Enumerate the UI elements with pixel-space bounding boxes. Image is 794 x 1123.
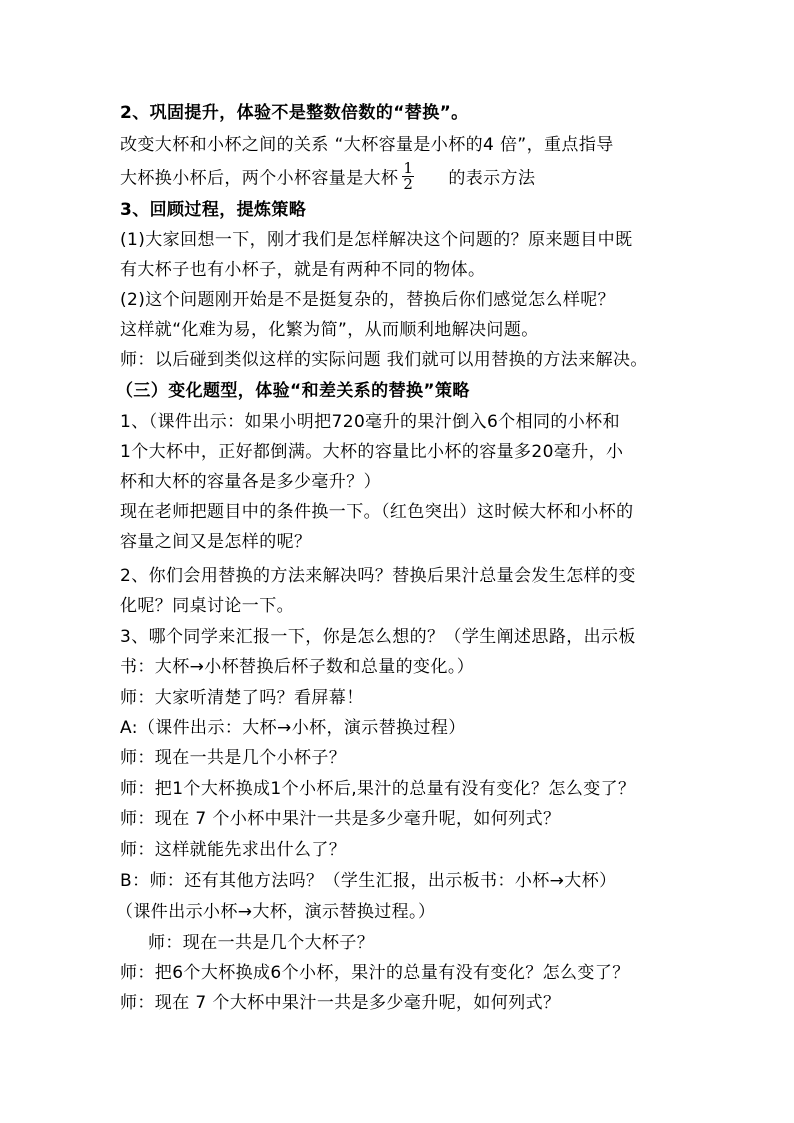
paragraph-line: 1个大杯中，正好都倒满。大杯的容量比小杯的容量多20毫升，小	[120, 442, 624, 462]
paragraph-line: 现在老师把题目中的条件换一下。（红色突出）这时候大杯和小杯的	[120, 502, 634, 522]
fraction-one-half	[402, 161, 414, 192]
paragraph-line: 杯和大杯的容量各是多少毫升？）	[120, 472, 381, 492]
paragraph-line: 容量之间又是怎样的呢？	[120, 532, 312, 552]
paragraph-line: 师：大家听清楚了吗？看屏幕！	[120, 688, 364, 708]
paragraph-line: 师：现在一共是几个小杯子？	[120, 748, 347, 768]
paragraph-line: 改变大杯和小杯之间的关系 “大杯容量是小杯的4 倍”，重点指导	[120, 135, 614, 155]
paragraph-line: 师：把1个大杯换成1个小杯后,果汁的总量有没有变化？怎么变了？	[120, 779, 636, 799]
paragraph-line-with-fraction	[120, 159, 536, 194]
paragraph-text: 大杯换小杯后，两个小杯容量是大杯	[120, 168, 399, 189]
paragraph-line: 这样就“化难为易，化繁为简”，从而顺利地解决问题。	[120, 320, 539, 340]
paragraph-line: 化呢？同桌讨论一下。	[120, 596, 294, 616]
paragraph-line: 1、（课件出示：如果小明把720毫升的果汁倒入6个相同的小杯和	[120, 412, 620, 432]
paragraph-line: 师：现在 7 个大杯中果汁一共是多少毫升呢，如何列式？	[120, 993, 561, 1013]
paragraph-text: 的表示方法	[448, 168, 536, 189]
section-heading-review: 3、回顾过程，提炼策略	[120, 200, 307, 220]
paragraph-line: 2、你们会用替换的方法来解决吗？替换后果汁总量会发生怎样的变	[120, 566, 636, 586]
paragraph-line: A:（课件出示：大杯→小杯，演示替换过程）	[120, 718, 466, 738]
paragraph-line: 3、哪个同学来汇报一下，你是怎么想的？（学生阐述思路，出示板	[120, 627, 636, 647]
paragraph-line: （课件出示小杯→大杯，演示替换过程。）	[116, 902, 436, 922]
paragraph-line: 师：现在一共是几个大杯子？	[148, 933, 375, 953]
fraction-numerator: 1	[403, 159, 414, 177]
paragraph-line: (2)这个问题刚开始是不是挺复杂的，替换后你们感觉怎么样呢？	[120, 290, 616, 310]
paragraph-line: B：师：还有其他方法吗？（学生汇报，出示板书：小杯→大杯）	[120, 871, 617, 891]
paragraph-line: 师：这样就能先求出什么了？	[120, 840, 347, 860]
section-heading-variation: （三）变化题型，体验“和差关系的替换”策略	[116, 381, 470, 401]
paragraph-line: 有大杯子也有小杯子，就是有两种不同的物体。	[120, 260, 486, 280]
paragraph-line: 书：大杯→小杯替换后杯子数和总量的变化。）	[120, 657, 475, 677]
paragraph-line: 师：现在 7 个小杯中果汁一共是多少毫升呢，如何列式？	[120, 809, 561, 829]
section-heading-consolidate: 2、巩固提升，体验不是整数倍数的“替换”。	[120, 103, 469, 123]
paragraph-line: (1)大家回想一下，刚才我们是怎样解决这个问题的？原来题目中既	[120, 230, 633, 250]
paragraph-line: 师：把6个大杯换成6个小杯，果汁的总量有没有变化？怎么变了？	[120, 963, 630, 983]
paragraph-line: 师：以后碰到类似这样的实际问题 我们就可以用替换的方法来解决。	[120, 350, 648, 370]
fraction-denominator: 2	[403, 175, 414, 193]
